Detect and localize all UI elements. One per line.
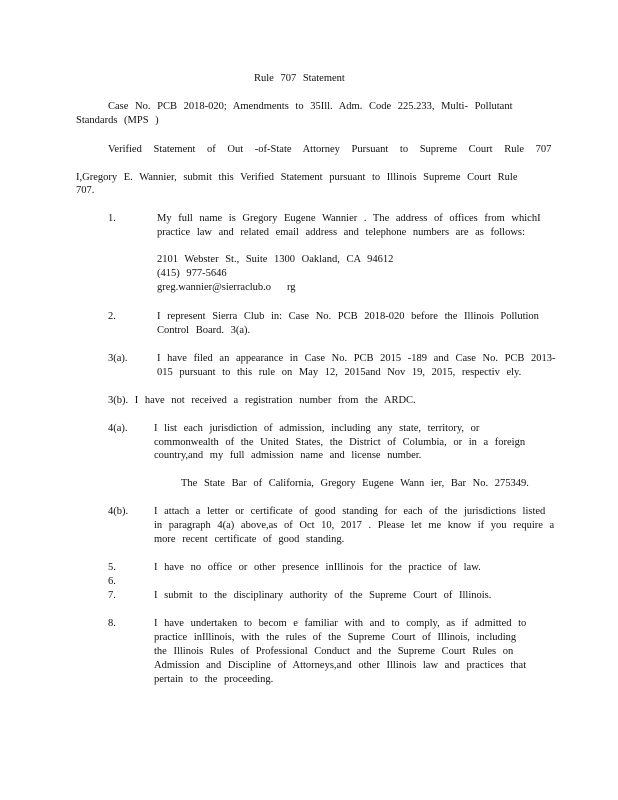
item-3a-line-2: 015 pursuant to this rule on May 12, 2015and Nov 19, 2015, respectiv ely. — [157, 367, 522, 378]
item-2-number: 2. — [108, 311, 116, 322]
item-3a-line-1: I have filed an appearance in Case No. PCB 2015 -189 and Case No. PCB 2013- — [157, 353, 556, 364]
item-2-line-2: Control Board. 3(a). — [157, 325, 251, 336]
item-3a-number: 3(a). — [108, 353, 128, 364]
statement-heading: Verified Statement of Out -of-State Attorney Pursuant to Supreme Court Rule 707 — [108, 144, 552, 155]
item-4a-line-2: commonwealth of the United States, the District of Columbia, or in a foreign — [154, 437, 526, 448]
document-title: Rule 707 Statement — [254, 73, 345, 84]
intro-line-2: 707. — [76, 185, 95, 196]
item-4a-line-1: I list each jurisdiction of admission, including any state, territory, or — [154, 423, 480, 434]
item-4a-number: 4(a). — [108, 423, 128, 434]
item-8-line-3: the Illinois Rules of Professional Conduct and the Supreme Court Rules on — [154, 646, 514, 657]
item-4b-line-3: more recent certificate of good standing. — [154, 534, 345, 545]
intro-line-1: I,Gregory E. Wannier, submit this Verified Statement pursuant to Illinois Supreme Court Rule — [76, 172, 518, 183]
item-6-number: 6. — [108, 576, 116, 587]
case-caption-line-1: Case No. PCB 2018-020; Amendments to 35Ill. Adm. Code 225.233, Multi- Pollutant — [108, 101, 513, 112]
item-1-line-1: My full name is Gregory Eugene Wannier . The address of offices from whichI — [157, 213, 541, 224]
item-8-number: 8. — [108, 618, 116, 629]
item-1-line-2: practice law and related email address and telephone numbers are as follows: — [157, 227, 525, 238]
item-8-line-5: pertain to the proceeding. — [154, 674, 274, 685]
address-email-end: rg — [287, 282, 296, 293]
address-email: greg.wannier@sierraclub.o — [157, 282, 272, 293]
item-4b-line-2: in paragraph 4(a) above,as of Oct 10, 2017 . Please let me know if you require a — [154, 520, 555, 531]
address-street: 2101 Webster St., Suite 1300 Oakland, CA 94612 — [157, 254, 394, 265]
item-4b-number: 4(b). — [108, 506, 129, 517]
item-5-line-1: I have no office or other presence inIllinois for the practice of law. — [154, 562, 481, 573]
item-7-line-1: I submit to the disciplinary authority of the Supreme Court of Illinois. — [154, 590, 492, 601]
item-4b-line-1: I attach a letter or certificate of good standing for each of the jurisdictions listed — [154, 506, 546, 517]
bar-admission-line: The State Bar of California, Gregory Eugene Wann ier, Bar No. 275349. — [181, 478, 529, 489]
address-phone: (415) 977-5646 — [157, 268, 227, 279]
item-4a-line-3: country,and my full admission name and license number. — [154, 450, 422, 461]
case-caption-line-2: Standards (MPS ) — [76, 115, 159, 126]
item-1-number: 1. — [108, 213, 116, 224]
item-3b-line: 3(b). I have not received a registration number from the ARDC. — [108, 395, 416, 406]
item-8-line-1: I have undertaken to becom e familiar with and to comply, as if admitted to — [154, 618, 527, 629]
item-2-line-1: I represent Sierra Club in: Case No. PCB 2018-020 before the Illinois Pollution — [157, 311, 539, 322]
item-8-line-2: practice inIllinois, with the rules of the Supreme Court of Illinois, including — [154, 632, 517, 643]
item-7-number: 7. — [108, 590, 116, 601]
item-8-line-4: Admission and Discipline of Attorneys,and other Illinois law and practices that — [154, 660, 527, 671]
item-5-number: 5. — [108, 562, 116, 573]
